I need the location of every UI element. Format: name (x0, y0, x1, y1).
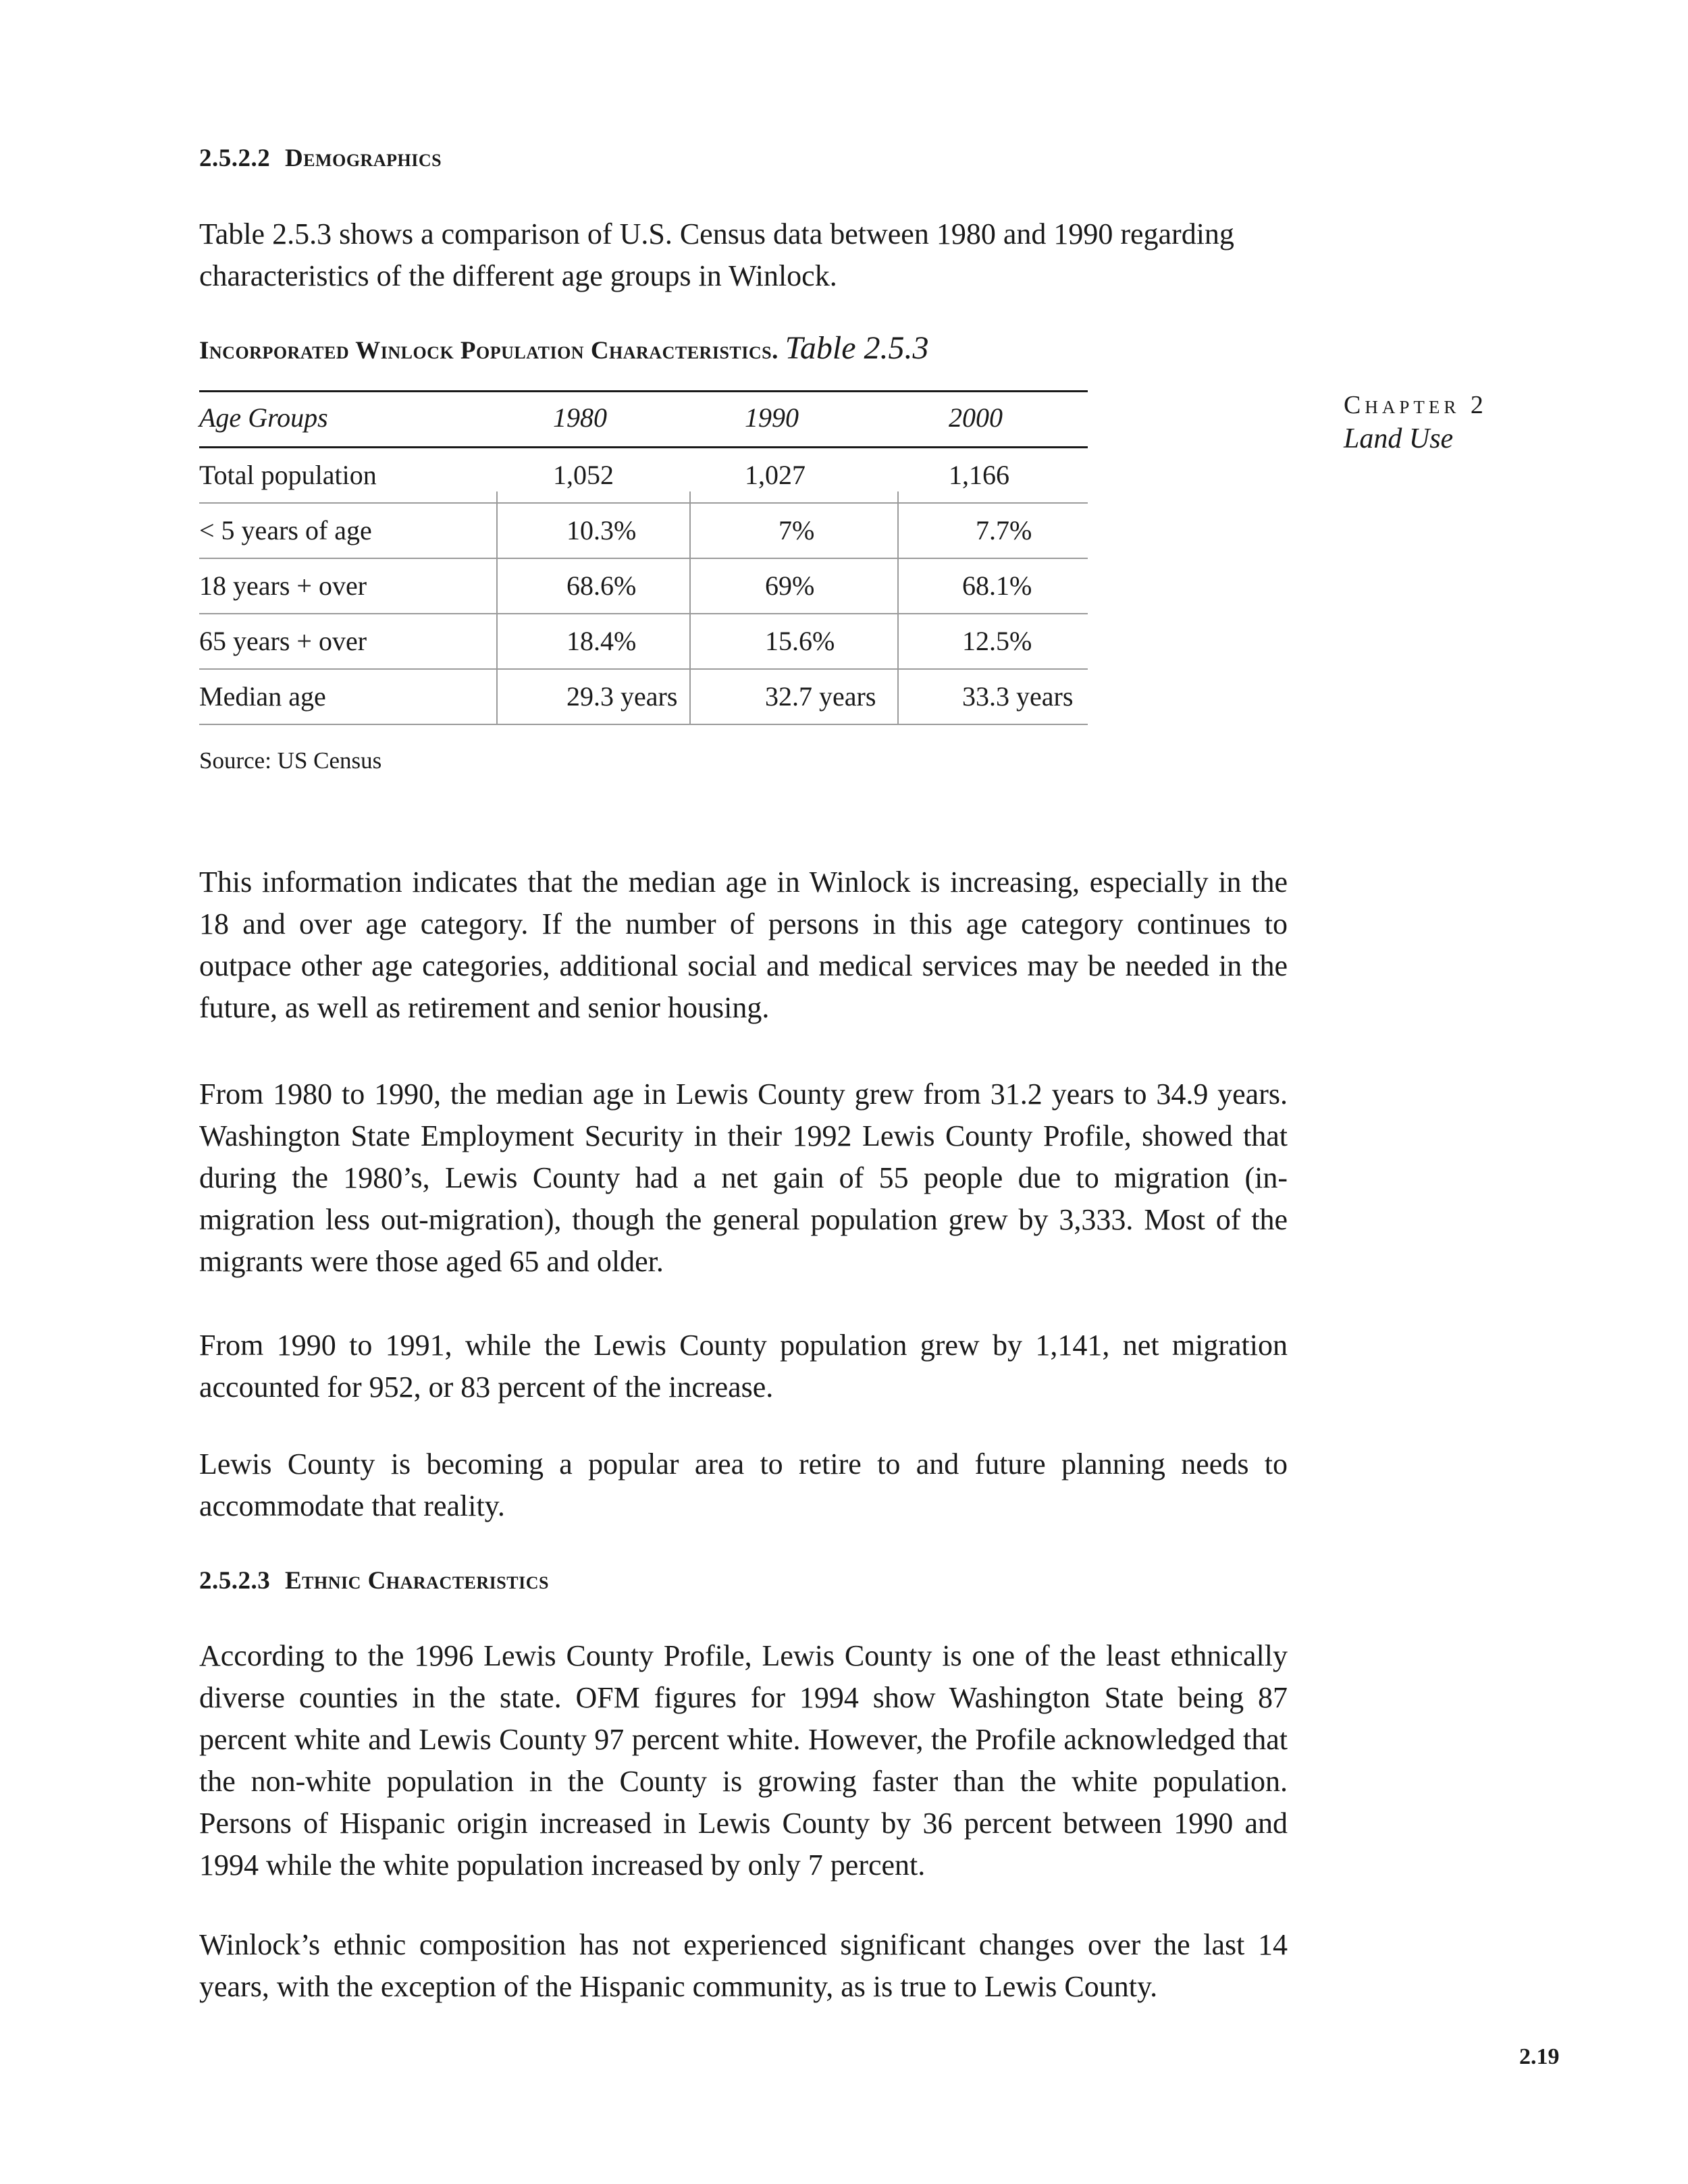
row-label: 18 years + over (199, 570, 367, 601)
cell-2000: 1,166 (949, 460, 1009, 490)
cell-1990: 15.6% (765, 626, 835, 656)
header-1980: 1980 (553, 402, 607, 433)
cell-2000: 68.1% (962, 570, 1032, 601)
intro-paragraph: Table 2.5.3 shows a comparison of U.S. Census data between 1980 and 1990 regarding characteristics of the different age groups in Winlock. (199, 217, 1234, 292)
row-label: Median age (199, 681, 326, 712)
column-divider (689, 491, 691, 725)
cell-1980: 18.4% (566, 626, 637, 656)
cell-1990: 69% (765, 570, 815, 601)
chapter-label: Chapter 2 (1344, 391, 1487, 419)
body-paragraph: According to the 1996 Lewis County Profile, Lewis County is one of the least ethnically diverse counties in the state. OFM figures for 1994 show Washington State being 87 percent white and Lewis County 97 percent white. However, the Profile acknowledged that the non-white population in the County is growing faster than the white population. Persons of Hispanic origin increased in Lewis County by 36 percent between 1990 and 1994 while the white population increased by only 7 percent. (199, 1639, 1288, 1882)
section-heading-demographics (199, 144, 442, 173)
body-paragraph: This information indicates that the median age in Winlock is increasing, especially in the 18 and over age category. If the number of persons in this age category continues to outpace other age categories, additional social and medical services may be needed in the future, as well as retirement and senior housing. (199, 865, 1288, 1024)
cell-1980: 68.6% (566, 570, 637, 601)
chapter-subtitle: Land Use (1344, 423, 1454, 454)
page-number: 2.19 (1519, 2044, 1560, 2069)
table-caption: Incorporated Winlock Population Characteristics. (199, 337, 779, 365)
cell-1990: 7% (779, 515, 815, 545)
header-2000: 2000 (949, 402, 1003, 433)
body-paragraph: Lewis County is becoming a popular area to retire to and future planning needs to accommodate that reality. (199, 1447, 1288, 1522)
table-row (199, 668, 1088, 725)
header-age-groups: Age Groups (199, 402, 328, 433)
table-row (199, 447, 1088, 504)
table-row (199, 502, 1088, 559)
cell-1980: 10.3% (566, 515, 637, 545)
section-title: Ethnic Characteristics (285, 1567, 549, 1595)
section-heading-ethnic (199, 1566, 549, 1595)
cell-2000: 12.5% (962, 626, 1032, 656)
cell-1990: 1,027 (745, 460, 806, 490)
cell-2000: 7.7% (976, 515, 1032, 545)
header-1990: 1990 (745, 402, 799, 433)
cell-1980: 1,052 (553, 460, 614, 490)
row-label: < 5 years of age (199, 515, 372, 545)
table-header-row (199, 390, 1088, 448)
cell-1990: 32.7 years (765, 681, 876, 712)
table-source: Source: US Census (199, 747, 382, 774)
cell-2000: 33.3 years (962, 681, 1074, 712)
table-tag: Table 2.5.3 (785, 330, 929, 366)
body-paragraph: From 1980 to 1990, the median age in Lewis County grew from 31.2 years to 34.9 years. Washington State Employment Security in their 1992 Lewis County Profile, showed that during the 1980’s, Lewis County had a net gain of 55 people due to migration (in-migration less out-migration), though the general population grew by 3,333. Most of the migrants were those aged 65 and older. (199, 1077, 1288, 1278)
body-paragraph: Winlock’s ethnic composition has not experienced significant changes over the last 14 years, with the exception of the Hispanic community, as is true to Lewis County. (199, 1928, 1288, 2003)
column-divider (897, 491, 899, 725)
section-title: Demographics (285, 144, 442, 172)
table-title (199, 329, 929, 367)
table-row (199, 613, 1088, 670)
cell-1980: 29.3 years (566, 681, 678, 712)
body-paragraph: From 1990 to 1991, while the Lewis County population grew by 1,141, net migration accounted for 952, or 83 percent of the increase. (199, 1329, 1288, 1404)
column-divider (496, 491, 498, 725)
row-label: 65 years + over (199, 626, 367, 656)
section-number: 2.5.2.2 (199, 144, 271, 172)
section-number: 2.5.2.3 (199, 1567, 271, 1595)
chapter-sidebar (1344, 390, 1487, 455)
row-label: Total population (199, 460, 377, 490)
table-row (199, 558, 1088, 614)
